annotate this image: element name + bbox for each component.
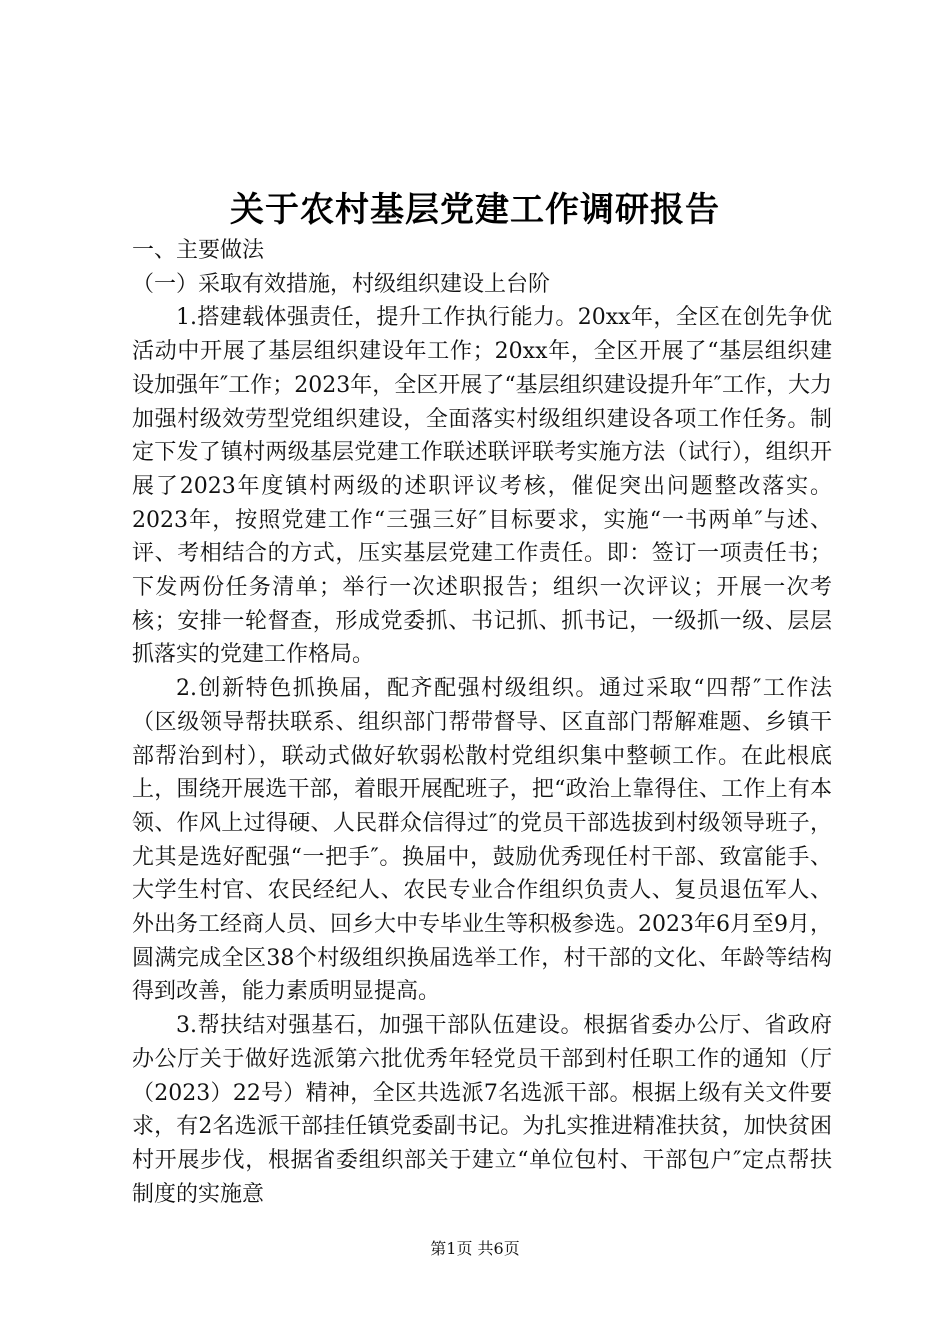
paragraph-3: 3.帮扶结对强基石，加强干部队伍建设。根据省委办公厅、省政府办公厅关于做好选派第六批优秀年轻党员干部到村任职工作的通知（厅（2023）22号）精神，全区共选派7名选派干部。根据上级有关文件要求，有2名选派干部挂任镇党委副书记。为扎实推进精准扶贫，加快贫困村开展步伐，根据省委组织部关于建立“单位包村、干部包户″定点帮扶制度的实施意 [132, 1013, 832, 1207]
paragraph-2: 2.创新特色抓换届，配齐配强村级组织。通过采取“四帮″工作法（区级领导帮扶联系、组织部门帮带督导、区直部门帮解难题、乡镇干部帮治到村），联动式做好软弱松散村党组织集中整顿工作。在此根底上，围绕开展选干部，着眼开展配班子，把“政治上靠得住、工作上有本领、作风上过得硬、人民群众信得过″的党员干部选拔到村级领导班子，尤其是选好配强“一把手″。换届中，鼓励优秀现任村干部、致富能手、大学生村官、农民经纪人、农民专业合作组织负责人、复员退伍军人、外出务工经商人员、回乡大中专毕业生等积极参选。2023年6月至9月，圆满完成全区38个村级组织换届选举工作，村干部的文化、年龄等结构得到改善，能力素质明显提高。 [132, 676, 832, 1005]
paragraph-1: 1.搭建载体强责任，提升工作执行能力。20xx年，全区在创先争优活动中开展了基层组织建设年工作；20xx年，全区开展了“基层组织建设加强年″工作；2023年，全区开展了“基层组织建设提升年″工作，大力加强村级效劳型党组织建设，全面落实村级组织建设各项工作任务。制定下发了镇村两级基层党建工作联述联评联考实施方法（试行），组织开展了2023年度镇村两级的述职评议考核，催促突出问题整改落实。2023年，按照党建工作“三强三好″目标要求，实施“一书两单″与述、评、考相结合的方式，压实基层党建工作责任。即：签订一项责任书；下发两份任务清单；举行一次述职报告；组织一次评议；开展一次考核；安排一轮督查，形成党委抓、书记抓、抓书记，一级抓一级、层层抓落实的党建工作格局。 [132, 305, 832, 668]
section-heading: 一、主要做法 [132, 238, 265, 263]
subsection-heading: （一）采取有效措施，村级组织建设上台阶 [132, 271, 551, 297]
page-footer: 第1页 共6页 [430, 1239, 520, 1258]
document-body [132, 234, 832, 1211]
document-title: 关于农村基层党建工作调研报告 [230, 190, 720, 230]
